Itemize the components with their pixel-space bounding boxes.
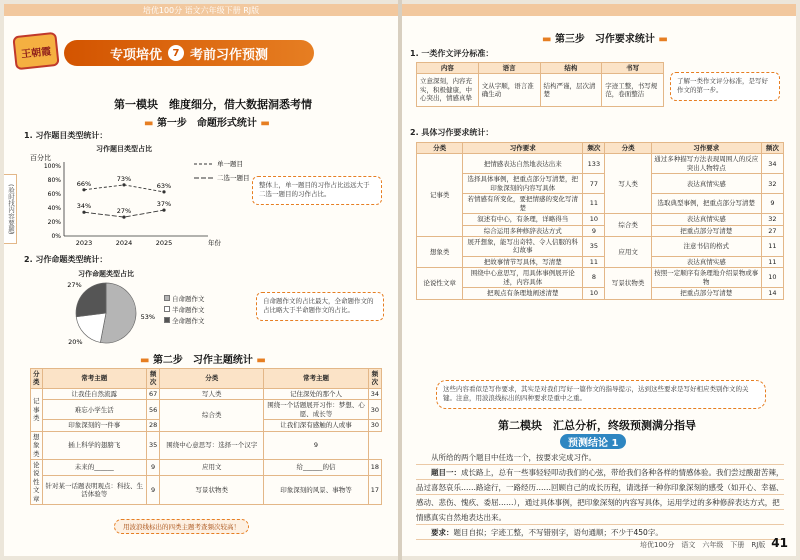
q1-note: 整体上，单一题目的习作占比远远大于二选一题目的习作占比。 — [252, 176, 382, 205]
category-cell: 想象类 — [31, 431, 43, 459]
column-header: 频次 — [368, 369, 381, 389]
x-tick-label: 2024 — [115, 239, 133, 247]
frequency-cell: 11 — [583, 194, 605, 214]
category-cell: 写景状物类 — [160, 476, 264, 505]
banner-prefix: 专项培优 — [109, 47, 162, 63]
column-header: 分类 — [605, 143, 651, 154]
frequency-cell: 11 — [761, 256, 783, 267]
column-header: 频次 — [146, 369, 159, 389]
table-row — [31, 431, 382, 459]
table-row — [417, 236, 784, 256]
frequency-cell: 9 — [761, 194, 783, 214]
column-header: 频次 — [761, 143, 783, 154]
frequency-cell: 10 — [761, 268, 783, 288]
category-cell: 应用文 — [160, 459, 264, 476]
frequency-cell: 18 — [368, 459, 381, 476]
q2-note: 自命题作文的占比最大，全命题作文的占比略大于半命题作文的占比。 — [256, 292, 384, 321]
category-cell: 综合类 — [160, 400, 264, 431]
passage-requirement: 要求：题目自拟；字迹工整，不写错别字，语句通顺；不少于450字。 — [431, 528, 663, 537]
column-header: 语言 — [478, 63, 540, 74]
topic-cell: 未来的______ — [42, 459, 146, 476]
frequency-cell: 11 — [583, 256, 605, 267]
pie-legend-item: 半命题作文 — [164, 305, 205, 314]
topic-cell: 插上科学的翅膀飞 — [42, 431, 146, 459]
frequency-cell: 35 — [146, 431, 159, 459]
standard-cell: 字迹工整，书写规范，卷面整洁 — [602, 74, 664, 106]
category-cell: 应用文 — [605, 236, 651, 267]
data-label: 27% — [116, 207, 132, 216]
data-point — [82, 188, 85, 191]
data-point — [162, 190, 165, 193]
frequency-cell: 32 — [761, 214, 783, 225]
frequency-cell: 9 — [264, 431, 368, 459]
column-header: 习作要求 — [651, 143, 761, 154]
column-header: 分类 — [160, 369, 264, 389]
frequency-cell: 34 — [368, 388, 381, 399]
side-tab: (验时找内容要题) — [4, 174, 17, 244]
requirement-cell: 注意书信的格式 — [651, 236, 761, 256]
topic-cell: 围绕中心意思写：选择一个汉字 — [160, 431, 264, 459]
requirement-cell: 表达真情实感 — [651, 174, 761, 194]
x-tick-label: 2023 — [75, 239, 93, 247]
y-tick-label: 80% — [47, 177, 61, 184]
banner-title: 考前习作预测 — [190, 47, 269, 63]
y-tick-label: 100% — [43, 163, 61, 170]
banner-number: 7 — [168, 45, 184, 61]
slice-label: 53% — [140, 312, 156, 321]
column-header: 书写 — [602, 63, 664, 74]
passage-topic1: 题目一：成长路上，总有一些事轻轻叩动我们的心弦，带给我们各种各样的情感体验。我们尝过酸甜苦辣，品过喜怒哀乐……路途行，一路经历……回顾自己的成长历程，请选择一种你印象深刻的感受（如开心、幸福、感动、悲伤、愧疚、委屈……），通过具体事例，把印象深刻的内容写具体，运用学过的多种修辞表达方式，把情感真实自然地表达出来。 — [416, 468, 784, 522]
frequency-cell: 14 — [761, 288, 783, 299]
standard-cell: 立意深刻，内容充实，积极健康，中心突出，情感真挚 — [417, 74, 479, 106]
y-axis-label: 百分比 — [30, 154, 51, 162]
slice-label: 27% — [67, 281, 82, 290]
header-strip-right — [402, 4, 796, 16]
data-label: 37% — [156, 200, 172, 209]
frequency-cell: 8 — [583, 268, 605, 288]
right-page — [402, 4, 796, 556]
y-tick-label: 60% — [47, 191, 61, 198]
frequency-cell: 133 — [583, 154, 605, 174]
x-axis-label: 年份 — [208, 239, 221, 247]
y-tick-label: 40% — [47, 205, 61, 212]
table-header-row — [417, 63, 664, 74]
standard-cell: 文从字顺，语言准确生动 — [478, 74, 540, 106]
table-row — [31, 476, 382, 505]
frequency-cell: 27 — [761, 225, 783, 236]
footer: 培优100分 语文 六年级 下册 RJ版 41 — [640, 536, 788, 550]
frequency-cell: 77 — [583, 174, 605, 194]
frequency-cell: 9 — [583, 225, 605, 236]
step2-title: ▬ 第二步 习作主题统计 ▬ — [140, 355, 266, 366]
pie-legend-item: 自命题作文 — [164, 294, 205, 303]
step3-note: 这些内容看似是写作要求，其实是对我们写好一篇作文的指导提示，达到这些要求是写好相应类别作文的关键。注意，用波浪线标出的四种要求是重中之重。 — [436, 380, 766, 409]
frequency-cell: 56 — [146, 400, 159, 420]
column-header: 分类 — [417, 143, 463, 154]
y-tick-label: 0% — [51, 233, 61, 240]
step3-title: ▬ 第三步 习作要求统计 ▬ — [542, 34, 668, 45]
table-row — [417, 256, 784, 267]
passage-intro: 从所给的两个题目中任选一个，按要求完成习作。 — [431, 453, 596, 462]
frequency-cell: 9 — [146, 476, 159, 505]
requirement-cell: 若情感有所变化，要把情感的变化写清楚 — [463, 194, 583, 214]
pie-chart-title: 习作命题类型占比 — [78, 270, 134, 278]
table-row — [417, 268, 784, 288]
frequency-cell: 30 — [368, 400, 381, 420]
q1-heading: 1. 习作题目类型统计： — [24, 131, 108, 140]
y-tick-label: 20% — [47, 219, 61, 226]
column-header: 常考主题 — [264, 369, 368, 389]
table-row — [31, 388, 382, 399]
publisher-logo: 王朝霞 — [12, 32, 59, 70]
topic-cell: 印象深刻的一件事 — [42, 420, 146, 431]
data-point — [82, 211, 85, 214]
requirement-cell: 把故事情节写具体，写清楚 — [463, 256, 583, 267]
data-point — [122, 216, 125, 219]
table-row — [31, 400, 382, 420]
category-cell: 写人类 — [160, 388, 264, 399]
topic-cell: 让我佳自然流露 — [42, 388, 146, 399]
frequency-cell: 32 — [761, 174, 783, 194]
topic-cell: 让我们深有感触的人或事 — [264, 420, 368, 431]
frequency-cell: 28 — [146, 420, 159, 431]
requirement-cell: 把重点部分写清楚 — [651, 288, 761, 299]
requirement-cell: 综合运用多种修辞表达方式 — [463, 225, 583, 236]
table-row — [417, 214, 784, 225]
topic-cell: 记住深处的那个人 — [264, 388, 368, 399]
q2-heading: 2. 习作命题类型统计： — [24, 255, 108, 264]
data-point — [162, 209, 165, 212]
step1-title: ▬ 第一步 命题形式统计 ▬ — [144, 118, 270, 129]
table-row — [31, 459, 382, 476]
column-header: 频次 — [583, 143, 605, 154]
line-chart-title: 习作题目类型占比 — [96, 145, 152, 153]
requirement-cell: 选择具体事例，把重点部分写清楚，把印象深刻的内容写具体 — [463, 174, 583, 194]
requirement-cell: 表达真情实感 — [651, 214, 761, 225]
std-heading: 1. 一类作文评分标准： — [410, 49, 494, 58]
topic-cell: 难忘小学生活 — [42, 400, 146, 420]
frequency-cell: 67 — [146, 388, 159, 399]
requirement-cell: 展开想象，能写出奇特、令人信服的科幻故事 — [463, 236, 583, 256]
category-cell: 记事类 — [417, 154, 463, 237]
std-note: 了解一类作文评分标准，是写好作文的第一步。 — [670, 72, 780, 101]
requirement-cell: 把重点部分写清楚 — [651, 225, 761, 236]
category-cell: 论说性文章 — [417, 268, 463, 299]
topic-cell: 印象深刻的风景、事物等 — [264, 476, 368, 505]
topic-cell: 针对某一话题表明观点：科技、生活体验等 — [42, 476, 146, 505]
column-header: 结构 — [540, 63, 602, 74]
page-number: 41 — [771, 536, 788, 550]
pie-legend — [164, 294, 254, 334]
requirement-table — [416, 142, 784, 300]
line-chart — [24, 150, 254, 250]
module1-title: 第一模块 维度细分，借大数据洞悉考情 — [114, 98, 312, 111]
legend-label: 单一题目 — [217, 160, 243, 168]
column-header: 分类 — [31, 369, 43, 389]
requirement-cell: 通过多种描写方法表现周围人的反应突出人物特点 — [651, 154, 761, 174]
data-label: 66% — [76, 179, 92, 188]
topic-cell: 给______的信 — [264, 459, 368, 476]
requirement-cell: 叙述有中心，有条理，详略得当 — [463, 214, 583, 225]
column-header: 习作要求 — [463, 143, 583, 154]
table-row — [417, 74, 664, 106]
requirement-cell: 把观点有条理地阐述清楚 — [463, 288, 583, 299]
module2-title: 第二模块 汇总分析，终级预测满分指导 — [498, 419, 696, 432]
category-cell: 综合类 — [605, 214, 651, 237]
data-point — [122, 183, 125, 186]
table-header-row — [417, 143, 784, 154]
standard-table — [416, 62, 664, 107]
slice-label: 20% — [68, 337, 83, 346]
topic-cell: 围绕一个话题展开习作：梦想、心愿、成长等 — [264, 400, 368, 420]
legend-label: 二选一题目 — [217, 174, 250, 182]
passage — [416, 450, 784, 540]
step2-tip: 用波浪线标出的四类主题考查频次较高！ — [114, 519, 249, 534]
frequency-cell: 9 — [146, 459, 159, 476]
header-strip: 培优100分 语文六年级下册 RJ版 — [4, 4, 398, 16]
table-row — [417, 154, 784, 174]
pie-legend-item: 全命题作文 — [164, 316, 205, 325]
requirement-cell: 选取典型事例，把重点部分写清楚 — [651, 194, 761, 214]
table-header-row — [31, 369, 382, 389]
requirement-cell: 把情感表达自然地表达出来 — [463, 154, 583, 174]
theme-table — [30, 368, 382, 505]
category-cell: 想象类 — [417, 236, 463, 267]
standard-cell: 结构严谨，层次清楚 — [540, 74, 602, 106]
frequency-cell: 35 — [583, 236, 605, 256]
frequency-cell: 34 — [761, 154, 783, 174]
requirement-cell: 按照一定顺序有条理地介绍景物或事物 — [651, 268, 761, 288]
left-page — [4, 4, 398, 556]
x-tick-label: 2025 — [155, 239, 173, 247]
table-row — [417, 288, 784, 299]
frequency-cell: 17 — [368, 476, 381, 505]
category-cell: 论说性文章 — [31, 459, 43, 504]
req-heading: 2. 具体习作要求统计： — [410, 128, 494, 137]
requirement-cell: 表达真情实感 — [651, 256, 761, 267]
table-row — [417, 225, 784, 236]
frequency-cell: 10 — [583, 214, 605, 225]
chapter-banner — [64, 40, 314, 66]
table-row — [417, 194, 784, 214]
data-label: 73% — [116, 174, 132, 183]
column-header: 内容 — [417, 63, 479, 74]
category-cell: 记事类 — [31, 388, 43, 431]
frequency-cell: 30 — [368, 420, 381, 431]
data-label: 34% — [76, 202, 92, 211]
category-cell: 写人类 — [605, 154, 651, 214]
frequency-cell: 10 — [583, 288, 605, 299]
table-row — [417, 174, 784, 194]
column-header: 常考主题 — [42, 369, 146, 389]
category-cell: 写景状物类 — [605, 268, 651, 299]
data-label: 63% — [156, 181, 172, 190]
pie-chart — [44, 278, 174, 348]
requirement-cell: 围绕中心意思写，用具体事例展开论述，内容具体 — [463, 268, 583, 288]
module2-subtitle: 预测结论 1 — [560, 434, 626, 449]
frequency-cell: 11 — [761, 236, 783, 256]
